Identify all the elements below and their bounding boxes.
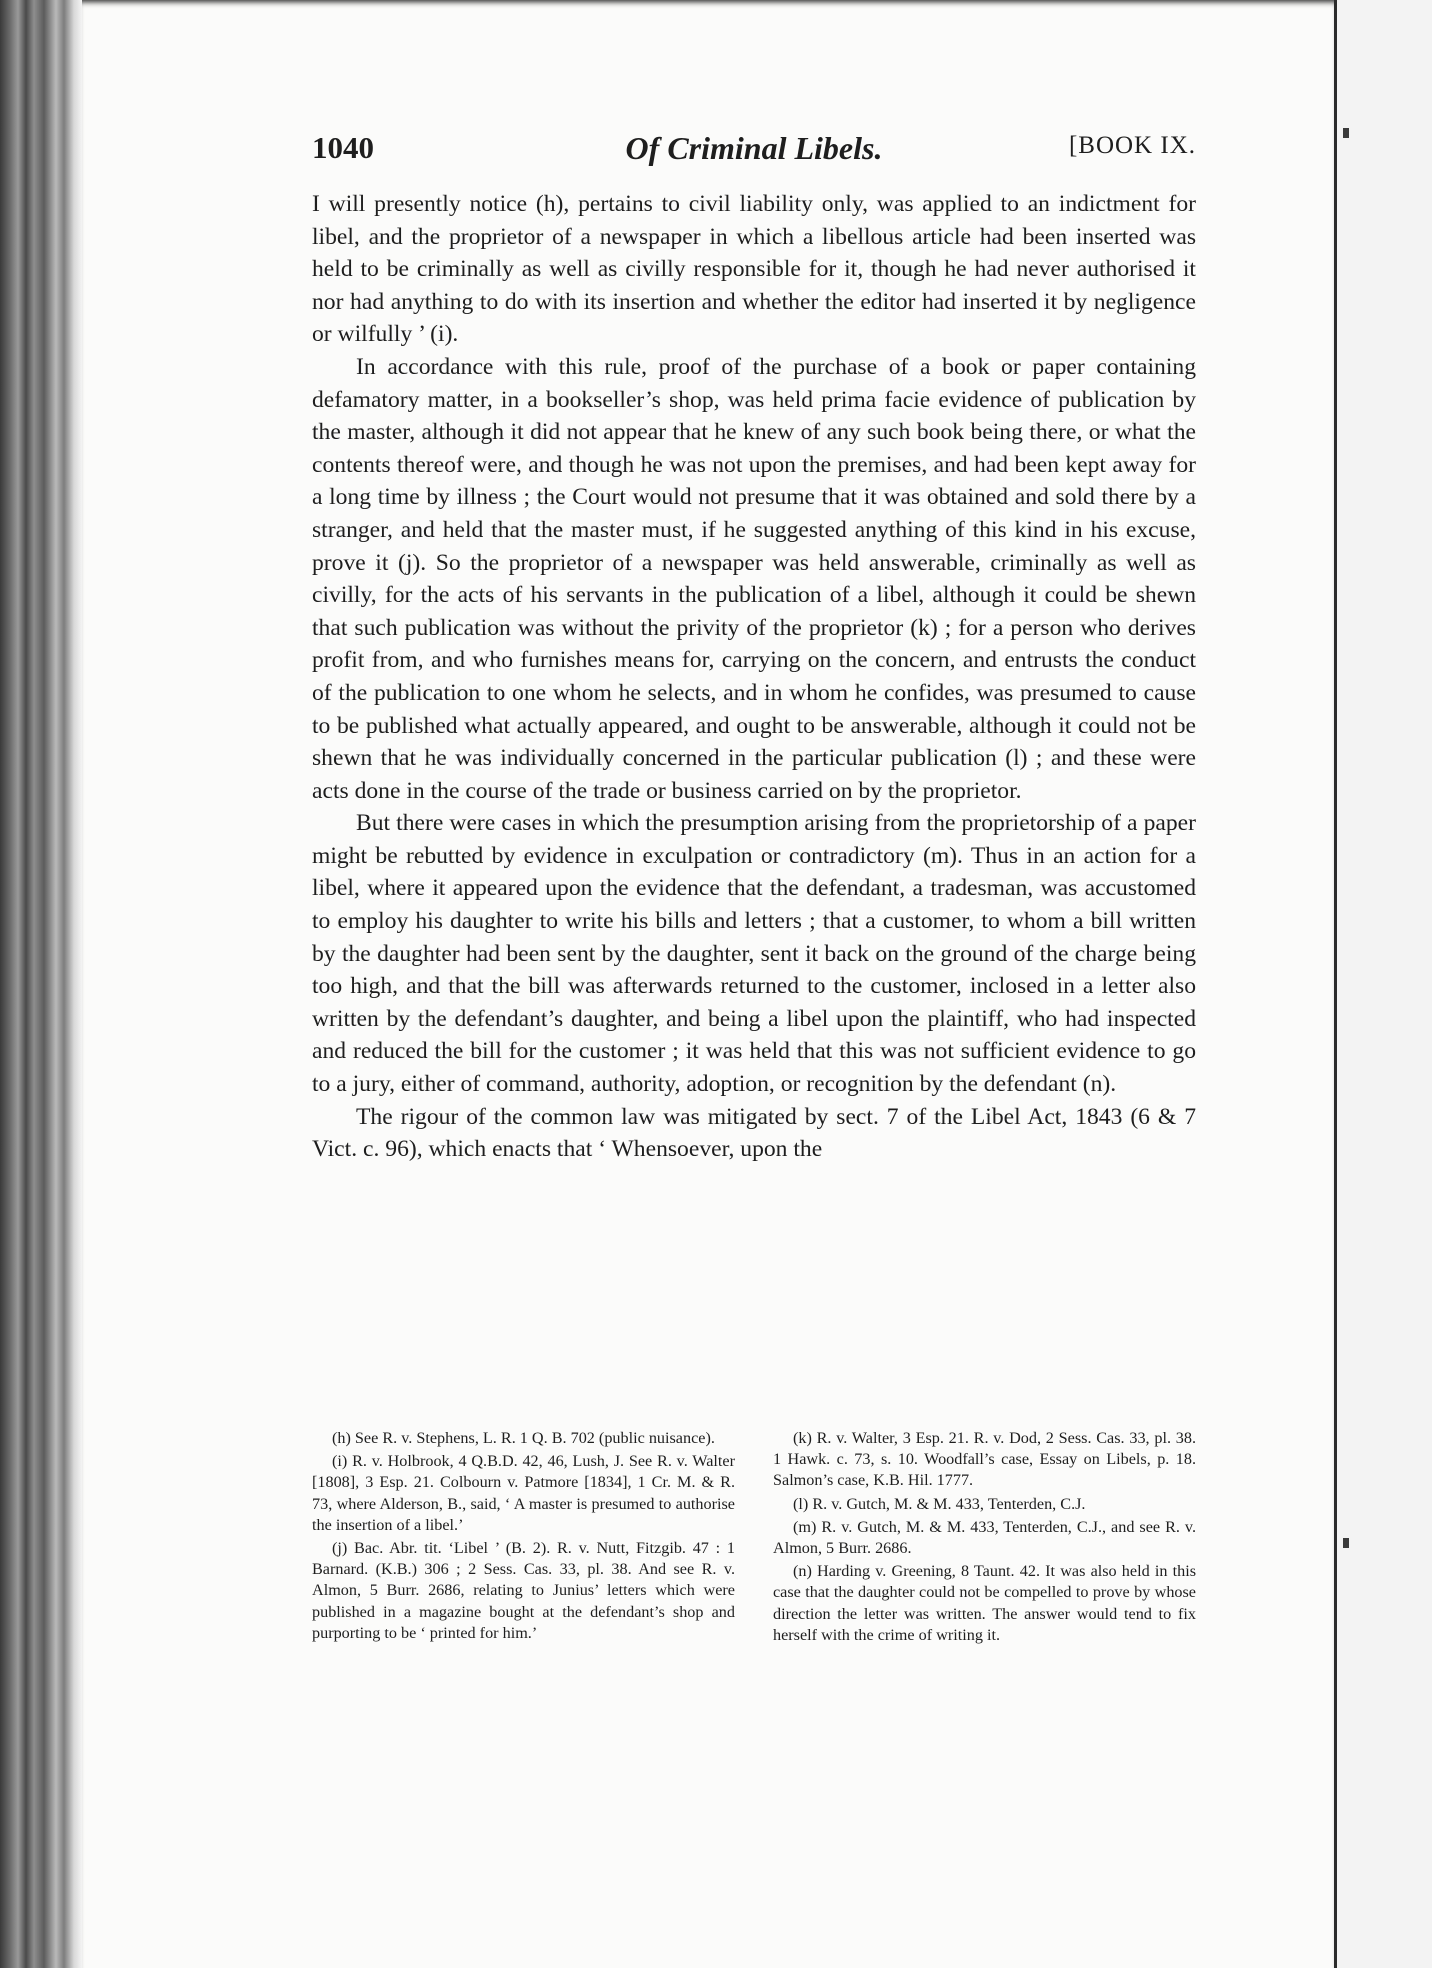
book-binding-edge xyxy=(0,0,82,1968)
footnote: (i) R. v. Holbrook, 4 Q.B.D. 42, 46, Lush, J. See R. v. Walter [1808], 3 Esp. 21. Colbourn v. Patmore [1834], 1 Cr. M. & R. 73, where Alderson, B., said, ‘ A master is presumed to authorise the insertion of a libel.’ xyxy=(312,1452,735,1534)
edge-mark xyxy=(1343,128,1349,138)
footnote-column-right xyxy=(773,1428,1196,1648)
paragraph: In accordance with this rule, proof of the purchase of a book or paper containing defamatory matter, in a bookseller’s shop, was held prima facie evidence of publication by the master, although it did not appear that he knew of any such book being there, or what the contents thereof were, and though he was not upon the premises, and had been kept away for a long time by illness ; the Court would not presume that it was obtained and sold there by a stranger, and held that the master must, if he suggested anything of this kind in his excuse, prove it (j). So the proprietor of a newspaper was held answerable, criminally as well as civilly, for the acts of his servants in the publication of a libel, although it could be shewn that such publication was without the privity of the proprietor (k) ; for a person who derives profit from, and who furnishes means for, carrying on the concern, and entrusts the conduct of the publication to one whom he selects, and in whom he confides, was presumed to cause to be published what actually appeared, and ought to be answerable, although it could not be shewn that he was individually concerned in the particular publication (l) ; and these were acts done in the course of the trade or business carried on by the proprietor. xyxy=(312,353,1196,804)
edge-mark xyxy=(1343,1538,1349,1548)
footnote: (k) R. v. Walter, 3 Esp. 21. R. v. Dod, 2 Sess. Cas. 33, pl. 38. 1 Hawk. c. 73, s. 10. Woodfall’s case, Essay on Libels, p. 18. Salmon’s case, K.B. Hil. 1777. xyxy=(773,1429,1196,1490)
page-number: 1040 xyxy=(312,130,374,165)
paragraph: The rigour of the common law was mitigated by sect. 7 of the Libel Act, 1843 (6 & 7 Vict. c. 96), which enacts that ‘ Whensoever, upon the xyxy=(312,1103,1196,1163)
footnote: (h) See R. v. Stephens, L. R. 1 Q. B. 702 (public nuisance). xyxy=(332,1429,715,1447)
footnote: (n) Harding v. Greening, 8 Taunt. 42. It was also held in this case that the daughter could not be compelled to prove by whose direction the letter was written. The answer would tend to fix herself with the crime of writing it. xyxy=(773,1562,1196,1644)
book-label: [BOOK IX. xyxy=(1068,132,1196,159)
paragraph: I will presently notice (h), pertains to civil liability only, was applied to an indictment for libel, and the proprietor of a newspaper in which a libellous article had been inserted was held to be criminally as well as civilly responsible for it, though he had never authorised it nor had anything to do with its insertion and whether the editor had inserted it by negligence or wilfully ’ (i). xyxy=(312,191,1196,348)
footnote: (l) R. v. Gutch, M. & M. 433, Tenterden, C.J. xyxy=(793,1494,1086,1513)
running-header xyxy=(312,130,1196,174)
footnote-column-left xyxy=(312,1428,735,1646)
facing-page-edge xyxy=(1334,0,1432,1968)
main-text xyxy=(312,188,1196,1166)
footnote: (j) Bac. Abr. tit. ‘Libel ’ (B. 2). R. v. Nutt, Fitzgib. 47 : 1 Barnard. (K.B.) 306 ; 2 Sess. Cas. 33, pl. 38. And see R. v. Almon, 5 Burr. 2686, relating to Junius’ letters which were published in a magazine bought at the defendant’s shop and purporting to be ‘ printed for him.’ xyxy=(312,1539,735,1642)
running-title: Of Criminal Libels. xyxy=(625,130,883,166)
paragraph: But there were cases in which the presumption arising from the proprietorship of a paper might be rebutted by evidence in exculpation or contradictory (m). Thus in an action for a libel, where it appeared upon the evidence that the defendant, a tradesman, was accustomed to employ his daughter to write his bills and letters ; that a customer, to whom a bill written by the daughter had been sent by the daughter, sent it back on the ground of the charge being too high, and that the bill was afterwards returned to the customer, inclosed in a letter also written by the defendant’s daughter, and being a libel upon the plaintiff, who had inspected and reduced the bill for the customer ; it was held that this was not sufficient evidence to go to a jury, either of command, authority, adoption, or recognition by the defendant (n). xyxy=(312,810,1196,1098)
footnote: (m) R. v. Gutch, M. & M. 433, Tenterden, C.J., and see R. v. Almon, 5 Burr. 2686. xyxy=(773,1517,1196,1558)
